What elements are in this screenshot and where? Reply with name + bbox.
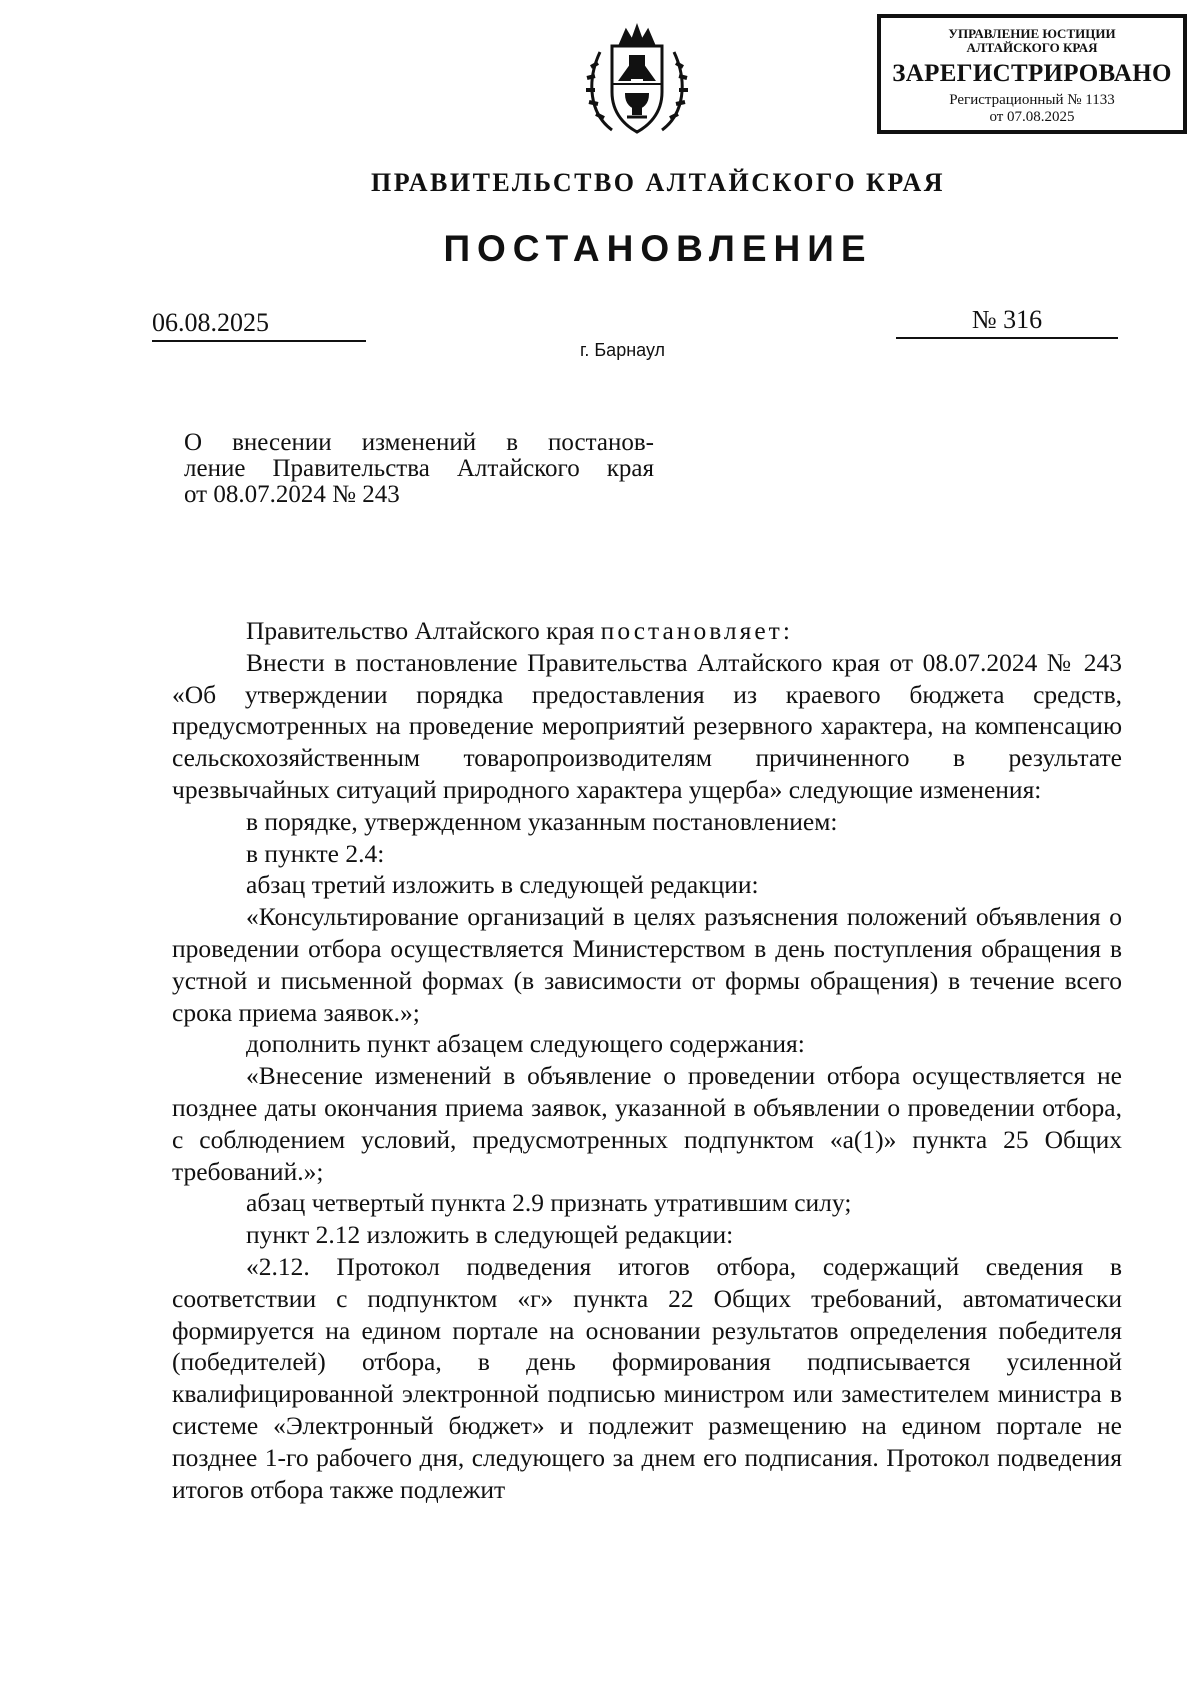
- subject-line: О внесении изменений в постанов-: [184, 429, 654, 456]
- body-paragraph: пункт 2.12 изложить в следующей редакции:: [246, 1220, 734, 1250]
- stamp-authority-line2: АЛТАЙСКОГО КРАЯ: [966, 40, 1098, 55]
- stamp-status: ЗАРЕГИСТРИРОВАНО: [892, 60, 1172, 87]
- body-paragraph: «Консультирование организаций в целях разъяснения положений объявления о проведении отбора осуществляется Министерством в день поступления обращения в устной и письменной формах (в зависимости от формы обращения) в течение всего срока приема заявок.»;: [172, 902, 1122, 1027]
- document-type-title: ПОСТАНОВЛЕНИЕ: [443, 228, 873, 269]
- document-number: № 316: [896, 305, 1118, 339]
- stamp-reg-date: от 07.08.2025: [989, 109, 1075, 125]
- body-paragraph: абзац третий изложить в следующей редакции:: [246, 870, 759, 900]
- resolution-colon: :: [782, 616, 790, 645]
- document-body: [172, 615, 1122, 1505]
- registration-stamp: [877, 14, 1187, 134]
- body-paragraph: в порядке, утвержденном указанным постановлением:: [246, 806, 838, 836]
- stamp-authority-line1: УПРАВЛЕНИЕ ЮСТИЦИИ: [948, 26, 1116, 41]
- subject-line: ление Правительства Алтайского края: [184, 455, 654, 482]
- body-paragraph: в пункте 2.4:: [246, 838, 385, 868]
- document-subject: [184, 430, 654, 508]
- body-paragraph: дополнить пункт абзацем следующего содержания:: [246, 1029, 805, 1059]
- government-title: ПРАВИТЕЛЬСТВО АЛТАЙСКОГО КРАЯ: [370, 168, 946, 197]
- stamp-reg-number: Регистрационный № 1133: [949, 92, 1115, 108]
- body-paragraph: Внести в постановление Правительства Алтайского края от 08.07.2024 № 243 «Об утверждении порядка предоставления из краевого бюджета средств, предусмотренных на проведение мероприятий резервного характера, на компенсацию сельскохозяйственным товаропроизводителям причиненного в результате чрезвычайных ситуаций природного характера ущерба» следующие изменения:: [172, 647, 1122, 804]
- body-paragraph: «2.12. Протокол подведения итогов отбора, содержащий сведения в соответствии с подпунктом «г» пункта 22 Общих требований, автоматически формируется на едином портале на основании результатов определения победителя (победителей) отбора, в день формирования подписывается усиленной квалифицированной электронной подписью министром или заместителем министра в системе «Электронный бюджет» и подлежит размещению на едином портале не позднее 1-го рабочего дня, следующего за днем его подписания. Протокол подведения итогов отбора также подлежит: [172, 1251, 1122, 1504]
- body-paragraph: «Внесение изменений в объявление о проведении отбора осуществляется не позднее даты окончания приема заявок, указанной в объявлении о проведении отбора, с соблюдением условий, предусмотренных подпунктом «а(1)» пункта 25 Общих требований.»;: [172, 1061, 1122, 1186]
- document-date: 06.08.2025: [152, 308, 366, 342]
- body-paragraph: [172, 615, 1122, 647]
- document-city: г. Барнаул: [580, 340, 666, 360]
- subject-line: от 08.07.2024 № 243: [184, 481, 400, 508]
- coat-of-arms-emblem: [582, 22, 692, 142]
- resolution-preamble: Правительство Алтайского края: [246, 616, 601, 645]
- body-paragraph: абзац четвертый пункта 2.9 признать утратившим силу;: [246, 1188, 852, 1218]
- resolution-verb: постановляет: [600, 616, 783, 645]
